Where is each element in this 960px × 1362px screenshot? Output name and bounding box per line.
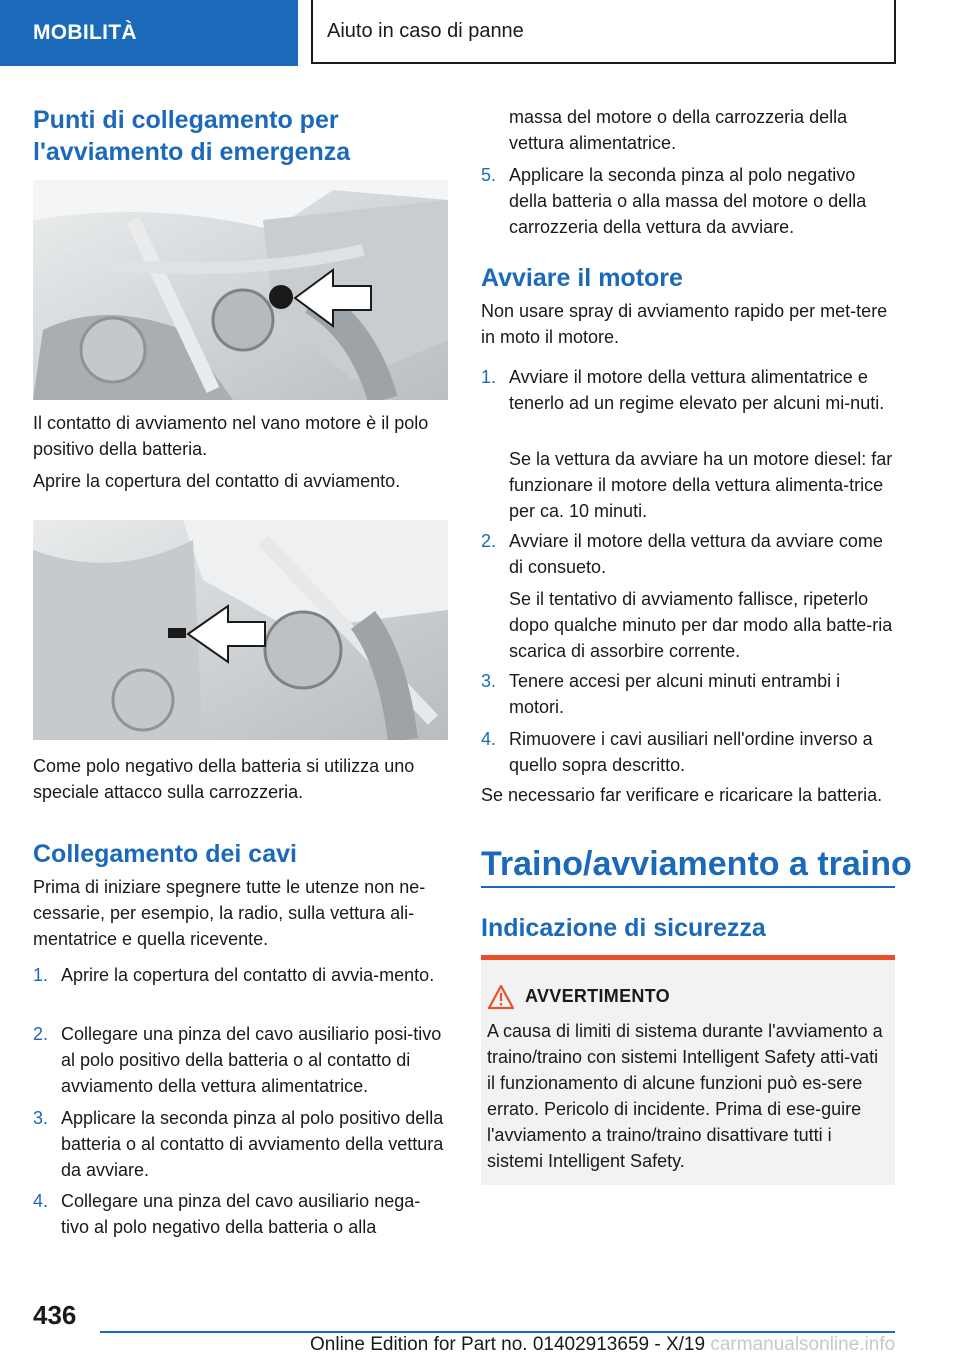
warning-triangle-icon bbox=[487, 984, 515, 1010]
para-switch-off: Prima di iniziare spegnere tutte le utenze non ne-cessarie, per esempio, la radio, sulla vettura ali-mentatrice e quella ricevente. bbox=[33, 877, 426, 949]
title-underline bbox=[481, 886, 895, 888]
list-item: 3. Tenere accesi per alcuni minuti entrambi i motori. bbox=[481, 671, 841, 717]
engine-illustration-1 bbox=[33, 180, 448, 400]
list-item: 5. Applicare la seconda pinza al polo negativo della batteria o alla massa del motore o della carrozzeria della vettura da avviare. bbox=[481, 165, 867, 237]
engine-photo-negative bbox=[33, 520, 448, 740]
footer-edition bbox=[310, 1334, 895, 1356]
heading-cable-connection: Collegamento dei cavi bbox=[33, 840, 297, 868]
warning-title: AVVERTIMENTO bbox=[525, 986, 670, 1006]
footer-rule bbox=[100, 1331, 895, 1333]
list-item: 3. Applicare la seconda pinza al polo positivo della batteria o al contatto di avviamento della vettura da avviare. bbox=[33, 1108, 444, 1180]
heading-safety-note: Indicazione di sicurezza bbox=[481, 914, 766, 942]
list-item: 4. Rimuovere i cavi ausiliari nell'ordine inverso a quello sopra descritto. bbox=[481, 729, 873, 775]
chapter-title: Aiuto in caso di panne bbox=[327, 19, 524, 42]
engine-photo-positive bbox=[33, 180, 448, 400]
warning-text: A causa di limiti di sistema durante l'avviamento a traino/traino con sistemi Intelligent Safety atti-vati il funzionamento di alcune funzioni può es-sere errato. Pericolo di incidente. Prima di ese-guire l'avviamento a traino/traino disattivare tutti i sistemi Intelligent Safety. bbox=[487, 1021, 883, 1171]
list-item: 2. Avviare il motore della vettura da avviare come di consueto. Se il tentativo di avviamento fallisce, ripeterlo dopo qualche minuto per dar modo alla batte-ria scarica di assorbire corrente. bbox=[481, 531, 893, 661]
page-number: 436 bbox=[33, 1300, 77, 1330]
page-title: Traino/avviamento a traino bbox=[481, 845, 912, 883]
list-item: 1. Aprire la copertura del contatto di avvia-mento. bbox=[33, 965, 435, 985]
para-open-cover: Aprire la copertura del contatto di avviamento. bbox=[33, 471, 401, 491]
para-check-battery: Se necessario far verificare e ricaricare la batteria. bbox=[481, 785, 883, 805]
chapter-header bbox=[311, 0, 896, 64]
list-item: 4. Collegare una pinza del cavo ausiliario nega-tivo al polo negativo della batteria o alla bbox=[33, 1191, 421, 1237]
watermark: carmanualsonline.info bbox=[710, 1334, 896, 1355]
engine-illustration-2 bbox=[33, 520, 448, 740]
heading-start-engine: Avviare il motore bbox=[481, 264, 683, 292]
para-no-spray: Non usare spray di avviamento rapido per met-tere in moto il motore. bbox=[481, 301, 888, 347]
list-item: 1. Avviare il motore della vettura alimentatrice e tenerlo ad un regime elevato per alcuni mi-nuti. Se la vettura da avviare ha un motore diesel: far funzionare il motore della vettura alimenta-trice per ca. 10 minuti. bbox=[481, 367, 893, 521]
section-title: MOBILITÀ bbox=[33, 21, 137, 44]
section-tab bbox=[0, 0, 298, 66]
warning-box bbox=[481, 955, 895, 1185]
step4-continued: massa del motore o della carrozzeria della vettura alimentatrice. bbox=[509, 107, 848, 153]
para-positive-pole: Il contatto di avviamento nel vano motore è il polo positivo della batteria. bbox=[33, 413, 429, 459]
list-item: 2. Collegare una pinza del cavo ausiliario posi-tivo al polo positivo della batteria o al contatto di avviamento della vettura alimentatrice. bbox=[33, 1024, 442, 1096]
para-negative-pole: Come polo negativo della batteria si utilizza uno speciale attacco sulla carrozzeria. bbox=[33, 756, 415, 802]
heading-connection-points: Punti di collegamento per l'avviamento di emergenza bbox=[33, 106, 351, 166]
edition-text: Online Edition for Part no. 01402913659 - X/19 bbox=[310, 1334, 706, 1355]
